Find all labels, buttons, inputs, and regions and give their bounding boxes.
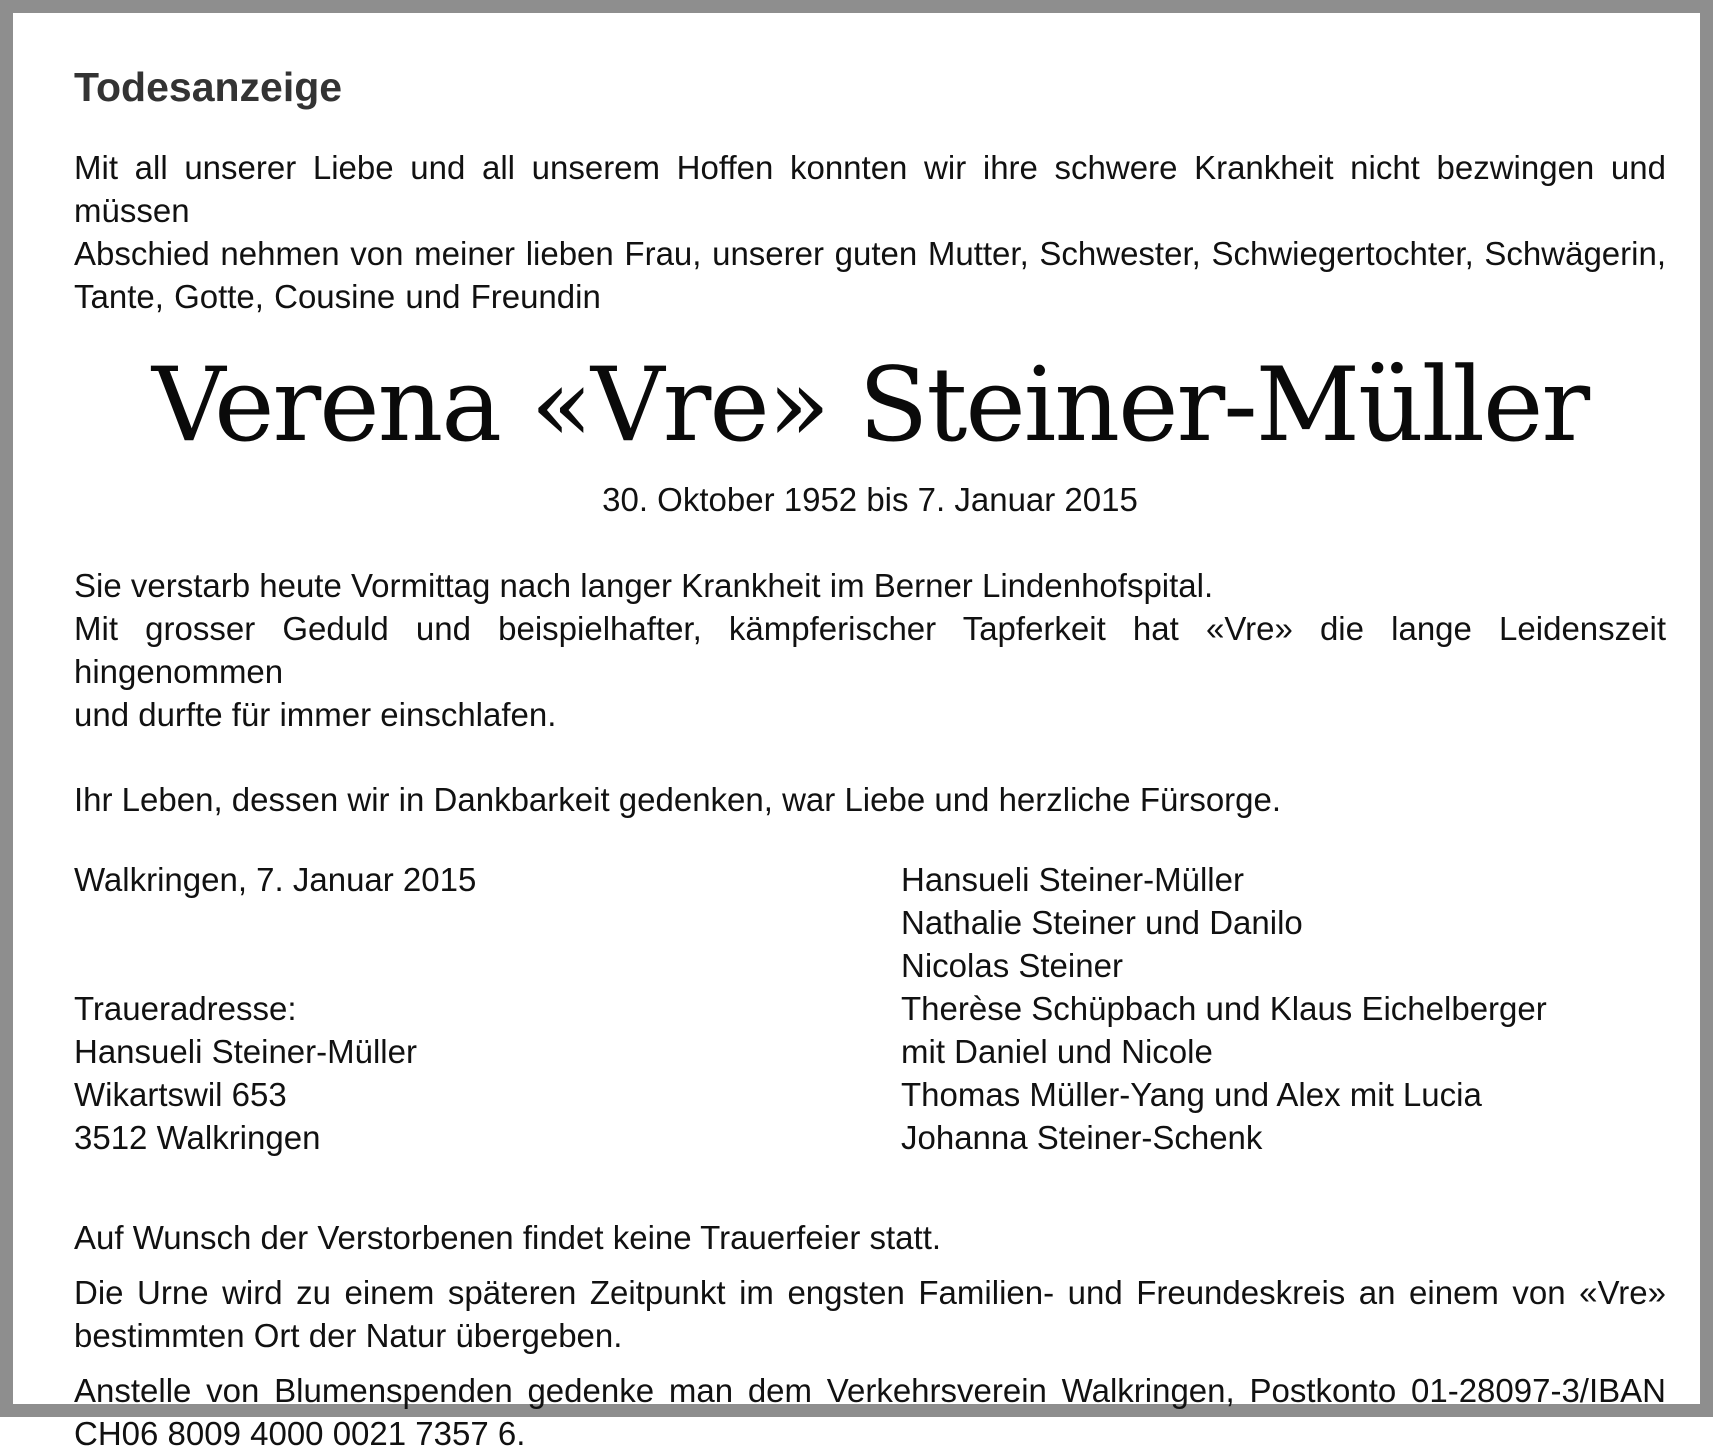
intro-line: Abschied nehmen von meiner lieben Frau, unserer guten Mutter, Schwester, Schwiegertochter, Schwägerin, (74, 235, 1666, 272)
mourner-item: Johanna Steiner-Schenk (901, 1119, 1263, 1156)
urn-paragraph (74, 1271, 1666, 1357)
death-line: Sie verstarb heute Vormittag nach langer Krankheit im Berner Lindenhofspital. (74, 567, 1214, 604)
mourners-list (901, 858, 1661, 1159)
donation-line: CH06 8009 4000 0021 7357 6. (74, 1415, 526, 1452)
life-paragraph: Ihr Leben, dessen wir in Dankbarkeit gedenken, war Liebe und herzliche Fürsorge. (74, 781, 1282, 818)
notice-heading: Todesanzeige (74, 64, 343, 110)
intro-line: Mit all unserer Liebe und all unserem Hoffen konnten wir ihre schwere Krankheit nicht bezwingen und müssen (74, 149, 1666, 229)
death-line: Mit grosser Geduld und beispielhafter, kämpferischer Tapferkeit hat «Vre» die lange Leidenszeit hingenommen (74, 610, 1666, 690)
signature-section (74, 858, 1666, 1198)
life-dates: 30. Oktober 1952 bis 7. Januar 2015 (602, 481, 1138, 518)
mourner-item: Thomas Müller-Yang und Alex mit Lucia (901, 1076, 1482, 1113)
place-and-address (74, 858, 774, 1159)
mourner-item: mit Daniel und Nicole (901, 1033, 1213, 1070)
urn-line: Die Urne wird zu einem späteren Zeitpunkt im engsten Familien- und Freundeskreis an einem von «Vre» (74, 1274, 1666, 1311)
intro-line: Tante, Gotte, Cousine und Freundin (74, 278, 601, 315)
intro-paragraph (74, 146, 1666, 318)
mourner-item: Hansueli Steiner-Müller (901, 861, 1244, 898)
mourner-item: Nathalie Steiner und Danilo (901, 904, 1303, 941)
address-street: Wikartswil 653 (74, 1076, 287, 1113)
address-label: Traueradresse: (74, 990, 297, 1027)
death-paragraph (74, 564, 1666, 736)
death-line: und durfte für immer einschlafen. (74, 696, 557, 733)
wish-paragraph: Auf Wunsch der Verstorbenen findet keine Trauerfeier statt. (74, 1219, 942, 1256)
urn-line: bestimmten Ort der Natur übergeben. (74, 1317, 623, 1354)
mourning-address (74, 987, 774, 1159)
address-name: Hansueli Steiner-Müller (74, 1033, 417, 1070)
place-date: Walkringen, 7. Januar 2015 (74, 861, 477, 898)
mourner-item: Nicolas Steiner (901, 947, 1123, 984)
donation-paragraph (74, 1369, 1666, 1455)
address-city: 3512 Walkringen (74, 1119, 321, 1156)
notice-content (74, 61, 1666, 1455)
donation-line: Anstelle von Blumenspenden gedenke man dem Verkehrsverein Walkringen, Postkonto 01-28097-3/IBAN (74, 1372, 1666, 1409)
mourner-item: Therèse Schüpbach und Klaus Eichelberger (901, 990, 1547, 1027)
deceased-name: Verena «Vre» Steiner-Müller (151, 346, 1589, 465)
